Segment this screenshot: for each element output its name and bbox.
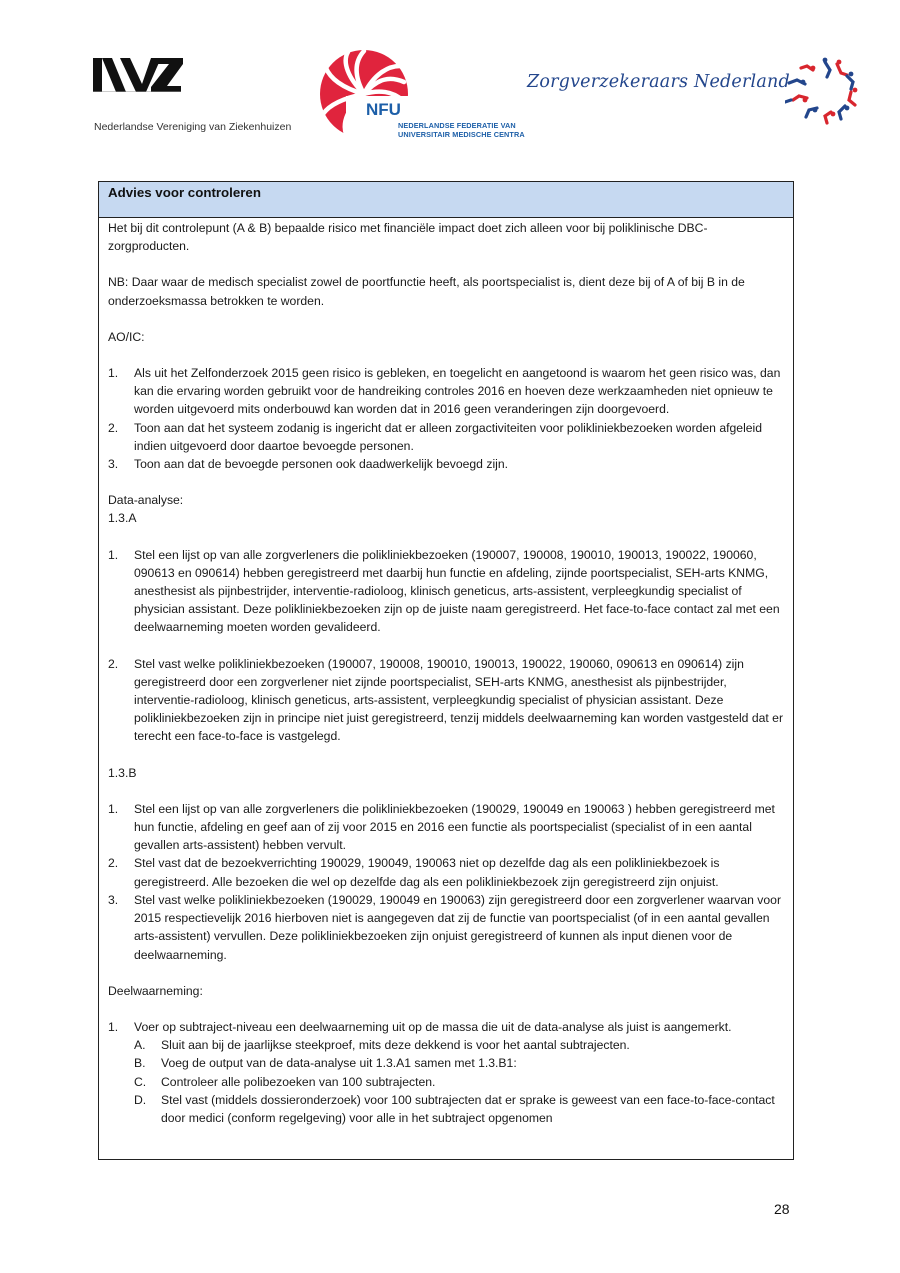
sub-list-item: B. Voeg de output van de data-analyse uit 1.3.A1 samen met 1.3.B1:: [134, 1056, 517, 1071]
nvz-logo: [93, 58, 313, 138]
nfu-name-line2: UNIVERSITAIR MEDISCHE CENTRA: [398, 130, 525, 139]
advice-box: [98, 181, 794, 1160]
nvz-logo-mark-icon: [93, 58, 188, 92]
sub-list-item: D. Stel vast (middels dossieronderzoek) voor 100 subtrajecten dat er sprake is geweest van een face-to-face-contact door medici (conform regelgeving) voor alle in het subtraject opgenomen: [134, 1092, 775, 1125]
list-item: 1. Voer op subtraject-niveau een deelwaarneming uit op de massa die uit de data-analyse als juist is aangemerkt. A. Sluit aan bij de jaarlijkse steekproef, mits deze dekkend is voor het aantal subtrajecten. B. Voeg de output van de data-analyse uit 1.3.A1 samen met 1.3.B1: C. Controleer alle polibezoeken van 100 subtrajecten. D. Stel vast (middels dossieronderzoek) voor 100 subtrajecten dat er sprake is geweest van een face-to-face-contact door medici (conform regelgeving) voor alle in het subtraject opgenomen: [108, 1018, 784, 1127]
deelwaarneming-heading: Deelwaarneming:: [108, 983, 203, 998]
list-item: 2. Stel vast dat de bezoekverrichting 190029, 190049, 190063 niet op dezelfde dag als een polikliniekbezoek is geregistreerd. Alle bezoeken die wel op dezelfde dag als een polikliniekbezoek zijn geregistreerd zijn onjuist.: [108, 856, 720, 889]
list-item: 3. Stel vast welke polikliniekbezoeken (190029, 190049 en 190063) zijn geregistreerd door een zorgverlener waarvan voor 2015 respectievelijk 2016 hierboven niet is aangegeven dat zij de functie van poortspecialist (of in een aantal gevallen arts-assistent) vervullen. Deze polikliniekbezoeken zijn onjuist geregistreerd of kunnen als input dienen voor de deelwaarneming.: [108, 892, 782, 962]
nfu-abbreviation: NFU: [366, 100, 401, 119]
advice-box-title: Advies voor controleren: [108, 185, 261, 200]
aoic-heading: AO/IC:: [108, 329, 145, 344]
list-item: 1. Als uit het Zelfonderzoek 2015 geen risico is gebleken, en toegelicht en aangetoond is waarom het geen risico was, dan kan die ervaring worden gebruikt voor de handreiking controles 2016 en hoeven deze werkzaamheden niet opnieuw te worden uitgevoerd mits onderbouwd kan worden dat in 2016 geen veranderingen zijn doorgevoerd.: [108, 366, 781, 417]
section-b-list: [108, 800, 784, 964]
list-item: 1. Stel een lijst op van alle zorgverleners die polikliniekbezoeken (190029, 190049 en 190063 ) hebben geregistreerd met hun functie, afdeling en geef aan of zij voor 2015 en 2016 een functie als poortspecialist (specialist of in een aantal gevallen arts-assistent) hebben vervult.: [108, 801, 775, 853]
page-number: 28: [774, 1201, 790, 1217]
section-b-label: 1.3.B: [108, 765, 137, 780]
intro-paragraph: Het bij dit controlepunt (A & B) bepaalde risico met financiële impact doet zich alleen voor bij poliklinische DBC-zorgproducten.: [108, 221, 708, 254]
list-item: 2. Toon aan dat het systeem zodanig is ingericht dat er alleen zorgactiviteiten voor polikliniekbezoeken worden afgeleid indien uitgevoerd door daartoe bevoegde personen.: [108, 420, 763, 453]
section-a-list: [108, 546, 784, 746]
sub-list-item: A. Sluit aan bij de jaarlijkse steekproef, mits deze dekkend is voor het aantal subtrajecten.: [134, 1038, 630, 1053]
nfu-logo: [318, 48, 538, 144]
aoic-list: [108, 364, 784, 473]
data-analyse-heading: Data-analyse:: [108, 493, 184, 508]
advice-box-body: [99, 218, 793, 1127]
section-a-label: 1.3.A: [108, 511, 137, 526]
zn-figures-icon: [785, 56, 865, 126]
zn-wordmark: Zorgverzekeraars Nederland: [527, 72, 790, 92]
sub-list-item: C. Controleer alle polibezoeken van 100 subtrajecten.: [134, 1074, 436, 1089]
zn-logo: [527, 56, 872, 126]
list-item: 1. Stel een lijst op van alle zorgverleners die polikliniekbezoeken (190007, 190008, 190010, 190013, 190022, 190060, 090613 en 090614) hebben geregistreerd met daarbij hun functie en afdeling, zijnde poortspecialist, SEH-arts KNMG, anesthesist als pijnbestrijder, interventie-radioloog, klinisch geneticus, arts-assistent, verpleegkundig specialist of physician assistant. Deze polikliniekbezoeken zijn op de juiste naam geregistreerd. Het face-to-face contact zal met een deelwaarneming moeten worden gevalideerd.: [108, 547, 780, 635]
nb-paragraph: NB: Daar waar de medisch specialist zowel de poortfunctie heeft, als poortspecialist is, dient deze bij of A of bij B in de onderzoeksmassa betrokken te worden.: [108, 275, 745, 308]
deelwaarneming-sublist: [134, 1036, 784, 1127]
list-item: 3. Toon aan dat de bevoegde personen ook daadwerkelijk bevoegd zijn.: [108, 457, 509, 472]
advice-box-header: [99, 182, 793, 218]
deelwaarneming-list: [108, 1018, 784, 1127]
nvz-caption: Nederlandse Vereniging van Ziekenhuizen: [94, 121, 292, 133]
nfu-name-line1: NEDERLANDSE FEDERATIE VAN: [398, 121, 516, 130]
list-item: 2. Stel vast welke polikliniekbezoeken (190007, 190008, 190010, 190013, 190022, 190060, 090613 en 090614) zijn geregistreerd door een zorgverlener niet zijnde poortspecialist, SEH-arts KNMG, anesthesist als pijnbestrijder, interventie-radioloog, klinisch geneticus, arts-assistent, verpleegkundig specialist of physician assistant. Deze polikliniekbezoeken zijn in principe niet juist geregistreerd, tenzij middels deelwaarneming kan worden vastgesteld dat er terecht een face-to-face is vastgelegd.: [108, 656, 784, 744]
nfu-wheel-icon: [318, 48, 410, 140]
